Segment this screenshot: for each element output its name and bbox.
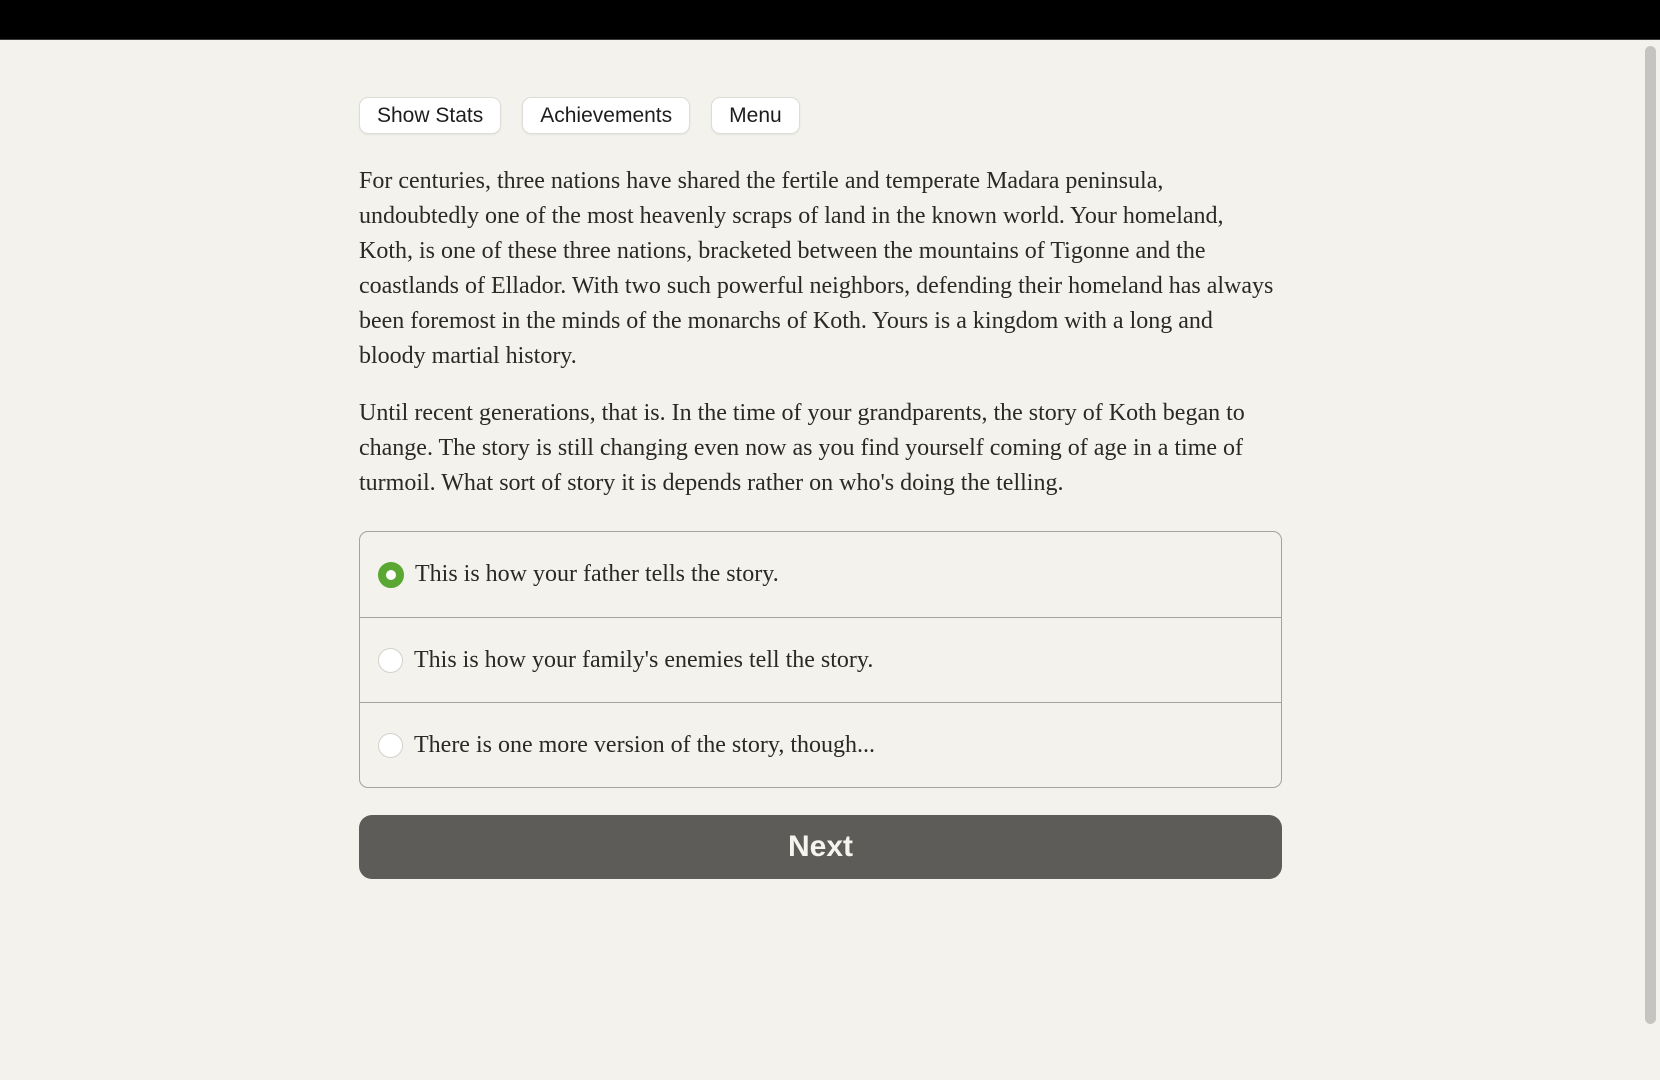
choice-option-label: This is how your family's enemies tell the story.: [414, 646, 874, 673]
achievements-button[interactable]: Achievements: [522, 97, 690, 134]
story-paragraph-1: For centuries, three nations have shared the fertile and temperate Madara peninsula, undoubtedly one of the most heavenly scraps of land in the known world. Your homeland, Koth, is one of these three nations, bracketed between the mountains of Tigonne and the coastlands of Ellador. With two such powerful neighbors, defending their homeland has always been foremost in the minds of the monarchs of Koth. Yours is a kingdom with a long and bloody martial history.: [359, 168, 1274, 369]
story-page: [359, 97, 1282, 879]
choice-group: [359, 531, 1282, 788]
top-black-bar: [0, 0, 1660, 40]
story-text: [359, 164, 1282, 501]
game-toolbar: [359, 97, 1282, 134]
next-button[interactable]: Next: [359, 815, 1282, 879]
radio-button[interactable]: [378, 733, 403, 758]
scrollbar-thumb[interactable]: [1645, 46, 1656, 1024]
story-paragraph-2: Until recent generations, that is. In the time of your grandparents, the story of Koth began to change. The story is still changing even now as you find yourself coming of age in a time of turmoil. What sort of story it is depends rather on who's doing the telling.: [359, 400, 1245, 496]
menu-button[interactable]: Menu: [711, 97, 800, 134]
radio-button-selected[interactable]: [378, 562, 404, 588]
choice-option-1[interactable]: [360, 532, 1281, 617]
show-stats-button[interactable]: Show Stats: [359, 97, 501, 134]
choice-option-label: This is how your father tells the story.: [415, 561, 779, 587]
choice-option-3[interactable]: [360, 702, 1281, 787]
choice-option-label: There is one more version of the story, though...: [414, 731, 876, 758]
choice-option-2[interactable]: [360, 617, 1281, 702]
radio-button[interactable]: [378, 648, 403, 673]
